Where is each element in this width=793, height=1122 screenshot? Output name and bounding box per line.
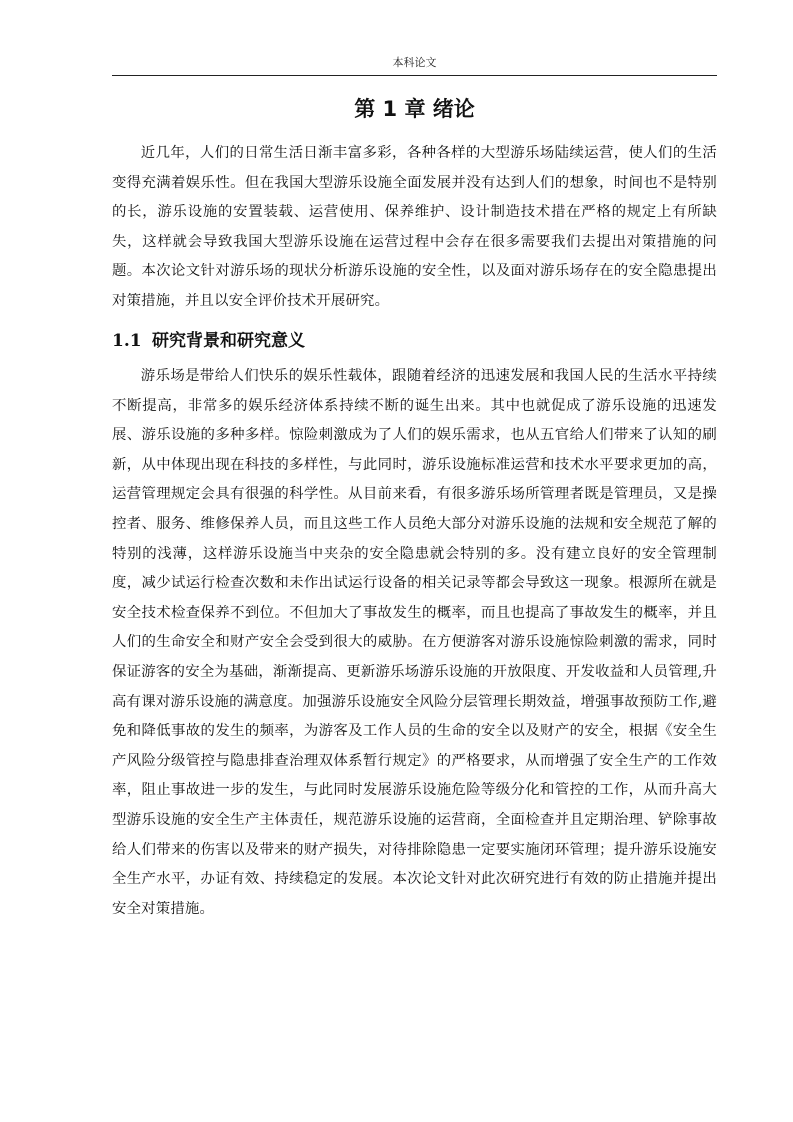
section-number: 1.1 [112, 331, 142, 351]
section-heading [112, 327, 717, 355]
header-rule [112, 75, 717, 76]
running-header: 本科论文 [392, 56, 437, 69]
section-body-paragraph: 游乐场是带给人们快乐的娱乐性载体，跟随着经济的迅速发展和我国人民的生活水平持续不断提高，非常多的娱乐经济体系持续不断的诞生出来。其中也就促成了游乐设施的迅速发展、游乐设施的多种多样。惊险刺激成为了人们的娱乐需求，也从五官给人们带来了认知的刷新，从中体现出现在科技的多样性，与此同时，游乐设施标准运营和技术水平要求更加的高，运营管理规定会具有很强的科学性。从目前来看，有很多游乐场所管理者既是管理员，又是操控者、服务、维修保养人员，而且这些工作人员绝大部分对游乐设施的法规和安全规范了解的特别的浅薄，这样游乐设施当中夹杂的安全隐患就会特别的多。没有建立良好的安全管理制度，减少试运行检查次数和未作出试运行设备的相关记录等都会导致这一现象。根源所在就是安全技术检查保养不到位。不但加大了事故发生的概率，而且也提高了事故发生的概率，并且人们的生命安全和财产安全会受到很大的威胁。在方便游客对游乐设施惊险刺激的需求，同时保证游客的安全为基础，渐渐提高、更新游乐场游乐设施的开放限度、开发收益和人员管理,升高有课对游乐设施的满意度。加强游乐设施安全风险分层管理长期效益，增强事故预防工作,避免和降低事故的发生的频率，为游客及工作人员的生命的安全以及财产的安全，根据《安全生产风险分级管控与隐患排查治理双体系暂行规定》的严格要求，从而增强了安全生产的工作效率，阻止事故进一步的发生，与此同时发展游乐设施危险等级分化和管控的工作，从而升高大型游乐设施的安全生产主体责任，规范游乐设施的运营商，全面检查并且定期治理、铲除事故给人们带来的伤害以及带来的财产损失，对待排除隐患一定要实施闭环管理；提升游乐设施安全生产水平，办证有效、持续稳定的发展。本次论文针对此次研究进行有效的防止措施并提出安全对策措施。 [112, 368, 717, 917]
intro-paragraph: 近几年，人们的日常生活日渐丰富多彩，各种各样的大型游乐场陆续运营，使人们的生活变得充满着娱乐性。但在我国大型游乐设施全面发展并没有达到人们的想象，时间也不是特别的长，游乐设施的安置装载、运营使用、保养维护、设计制造技术措在严格的规定上有所缺失，这样就会导致我国大型游乐设施在运营过程中会存在很多需要我们去提出对策措施的问题。本次论文针对游乐场的现状分析游乐设施的安全性，以及面对游乐场存在的安全隐患提出对策措施，并且以安全评价技术开展研究。 [112, 145, 717, 309]
section-title: 研究背景和研究意义 [152, 331, 305, 351]
chapter-title: 第 1 章 绪论 [354, 97, 475, 121]
